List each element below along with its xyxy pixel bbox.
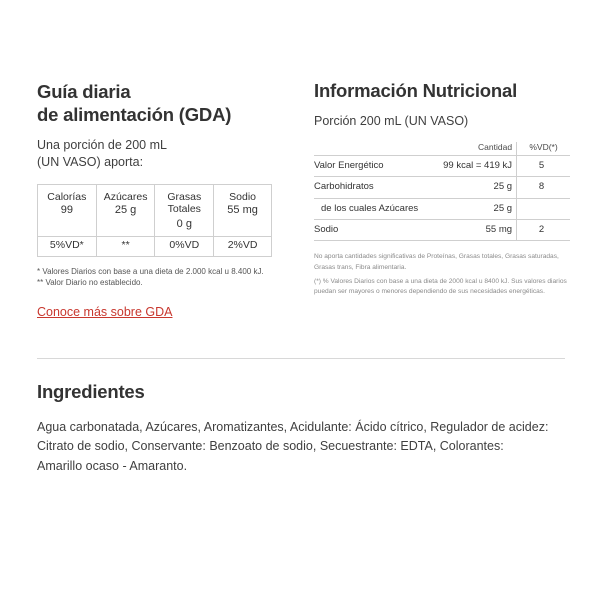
- gda-subtitle: [37, 137, 272, 170]
- gda-title: [37, 80, 272, 126]
- gda-box-amount: 25 g: [114, 204, 137, 217]
- nutrition-title: Información Nutricional: [314, 80, 518, 101]
- row-quantity: 55 mg: [433, 220, 516, 241]
- nutrition-table: [314, 142, 570, 241]
- table-header-row: [314, 142, 570, 156]
- gda-box-azucares: [96, 184, 155, 257]
- nutrition-note-2: (*) % Valores Diarios con base a una dieta de 2000 kcal u 8400 kJ. Sus valores diarios puedan ser mayores o menores dependiendo de sus necesidades energéticas.: [314, 277, 567, 296]
- row-quantity: 25 g: [433, 177, 516, 198]
- section-divider: [37, 358, 565, 359]
- gda-box-name: Azúcares: [103, 190, 148, 203]
- gda-learn-more-link[interactable]: Conoce más sobre GDA: [37, 304, 173, 319]
- row-vd: 8: [517, 177, 570, 198]
- top-section: [0, 80, 600, 321]
- gda-title-line2: de alimentación (GDA): [37, 104, 232, 126]
- gda-box-calorias: [37, 184, 96, 257]
- row-label: Carbohidratos: [314, 177, 433, 198]
- row-quantity: 25 g: [433, 198, 516, 219]
- nutrition-column: [272, 80, 600, 321]
- table-row: [314, 198, 570, 219]
- column-header-label: [314, 142, 433, 156]
- gda-footnote-1: * Valores Diarios con base a una dieta de 2.000 kcal u 8.400 kJ.: [37, 266, 264, 276]
- gda-subtitle-line2: (UN VASO) aporta:: [37, 154, 144, 169]
- row-vd: 2: [517, 220, 570, 241]
- gda-boxes: [37, 184, 272, 257]
- gda-box-name: Calorías: [47, 190, 87, 203]
- gda-box-amount: 0 g: [176, 217, 192, 230]
- gda-box-grasas-totales: [154, 184, 213, 257]
- gda-box-pct: 2%VD: [214, 236, 271, 256]
- gda-title-line1: Guía diaria: [37, 81, 131, 102]
- nutrition-note-1: No aporta cantidades significativas de Proteínas, Grasas totales, Grasas saturadas, Grasas trans, Fibra alimentaria.: [314, 253, 559, 271]
- gda-footnotes: [37, 266, 272, 289]
- gda-footnote-2: ** Valor Diario no establecido.: [37, 278, 143, 288]
- column-header-quantity: Cantidad: [478, 142, 513, 152]
- gda-box-pct: 5%VD*: [38, 236, 96, 256]
- row-vd: 5: [517, 156, 570, 177]
- nutrition-notes: [314, 252, 570, 297]
- gda-box-name: Sodio: [229, 190, 256, 203]
- gda-box-amount: 55 mg: [227, 204, 258, 217]
- nutrition-portion: Porción 200 mL (UN VASO): [314, 114, 469, 128]
- gda-box-sodio: [213, 184, 272, 257]
- table-row: [314, 156, 570, 177]
- row-label: de los cuales Azúcares: [314, 198, 433, 219]
- column-header-vd: %VD(*): [517, 142, 570, 156]
- gda-subtitle-line1: Una porción de 200 mL: [37, 138, 167, 153]
- row-vd: [517, 198, 570, 219]
- ingredients-section: [37, 381, 567, 476]
- gda-box-pct: **: [97, 236, 155, 256]
- table-row: [314, 177, 570, 198]
- gda-box-name: Grasas Totales: [167, 190, 202, 216]
- table-row: [314, 220, 570, 241]
- ingredients-text: Agua carbonatada, Azúcares, Aromatizantes, Acidulante: Ácido cítrico, Regulador de acidez: Citrato de sodio, Conservante: Benzoato de sodio, Secuestrante: EDTA, Colorantes: Amarillo ocaso - Amaranto.: [37, 420, 549, 473]
- row-label: Sodio: [314, 220, 433, 241]
- row-quantity: 99 kcal = 419 kJ: [433, 156, 516, 177]
- gda-box-amount: 99: [60, 204, 73, 217]
- row-label: Valor Energético: [314, 156, 433, 177]
- gda-column: [0, 80, 272, 321]
- ingredients-title: Ingredientes: [37, 381, 145, 402]
- gda-box-pct: 0%VD: [155, 236, 213, 256]
